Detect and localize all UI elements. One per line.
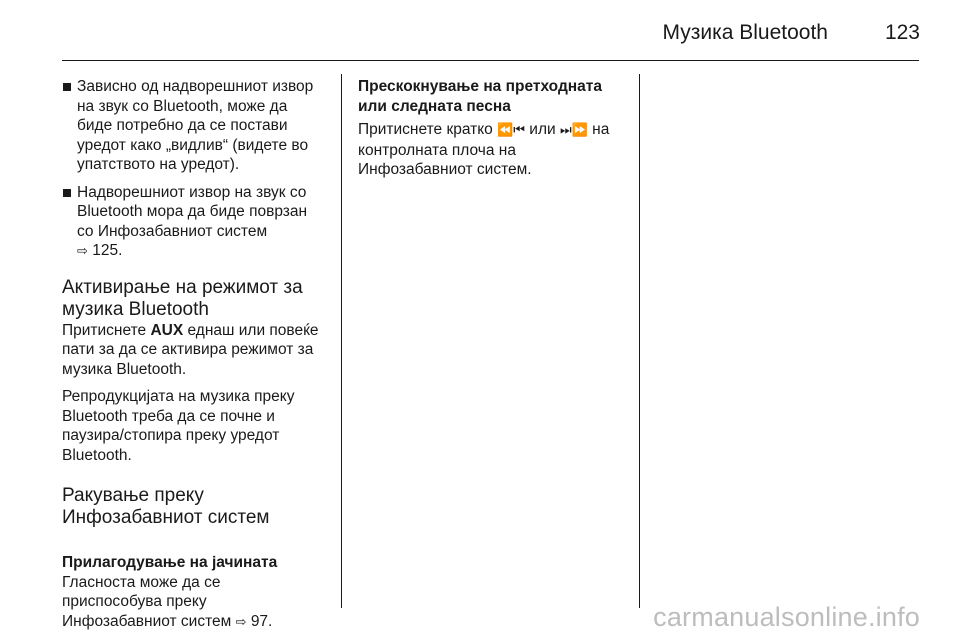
text-line: Bluetooth треба да се почне и [62,407,275,425]
text-line: Надворешниот извор на звук со [77,183,307,201]
text-line: контролната плоча на [358,141,516,159]
heading-line: Ракување преку [62,485,204,506]
page-reference[interactable] [236,613,273,630]
paragraph [62,573,334,633]
aux-button-label: AUX [150,321,184,339]
paragraph [62,321,334,380]
reference-page: 125. [92,242,123,259]
text-line: биде потребно да се постави [77,117,288,134]
heading-line: или следната песна [358,97,511,115]
text-line [358,120,628,141]
text-line: уредот како „видлив“ (видете во [77,136,309,154]
subsection-heading [358,77,628,116]
text-run: Инфозабавниот систем [62,612,232,630]
text-line: Гласноста може да се [62,573,221,591]
text-line: Инфозабавниот систем. [358,161,532,178]
text-line: Bluetooth. [62,446,132,464]
heading-line: музика Bluetooth [62,298,209,320]
text-line: на звук со Bluetooth, може да [77,97,288,115]
text-line: музика Bluetooth. [62,360,187,378]
watermark: carmanualsonline.info [653,602,920,632]
column-2 [358,77,628,188]
text-line: Репродукцијата на музика преку [62,388,295,405]
page-number: 123 [884,21,920,44]
text-line: пати за да се активира режимот за [62,341,314,358]
text-run: еднаш или повеќе [183,321,319,339]
heading-line: Инфозабавниот систем [62,507,270,528]
paragraph [358,120,628,180]
column-divider-2 [639,74,640,608]
subsection-heading: Прилагодување на јачината [62,554,278,571]
text-line: Зависно од надворешниот извор [77,78,314,95]
text-line [62,612,334,633]
text-run: или [525,121,560,138]
text-run: Притиснете [62,321,151,339]
text-line: приспособува преку [62,593,207,610]
reference-arrow-icon: ⇨ [77,244,88,259]
text-line [62,321,334,341]
text-line: Bluetooth мора да биде поврзан [77,203,308,220]
reference-arrow-icon: ⇨ [235,614,247,630]
text-run: на [587,121,610,138]
running-header-title: Музика Bluetooth [662,21,828,44]
column-divider-1 [341,74,342,608]
text-line: паузира/стопира преку уредот [62,427,280,444]
text-run: Притиснете кратко [358,121,498,138]
next-track-icon: ⏭⏩ [559,123,588,138]
text-line: упатството на уредот). [77,156,240,173]
reference-page: 97. [250,612,273,630]
bullet-item [62,183,334,262]
page-reference[interactable] [77,241,334,262]
column-1 [62,77,334,640]
paragraph [62,387,334,465]
heading-line: Прескокнување на претходната [358,78,602,95]
previous-track-icon: ⏪⏮ [497,123,525,138]
bullet-item [62,77,334,175]
heading-line: Активирање на режимот за [62,276,303,298]
section-heading [62,485,334,529]
text-line: со Инфозабавниот систем [77,222,268,240]
header-rule [62,60,919,61]
section-heading [62,277,334,321]
